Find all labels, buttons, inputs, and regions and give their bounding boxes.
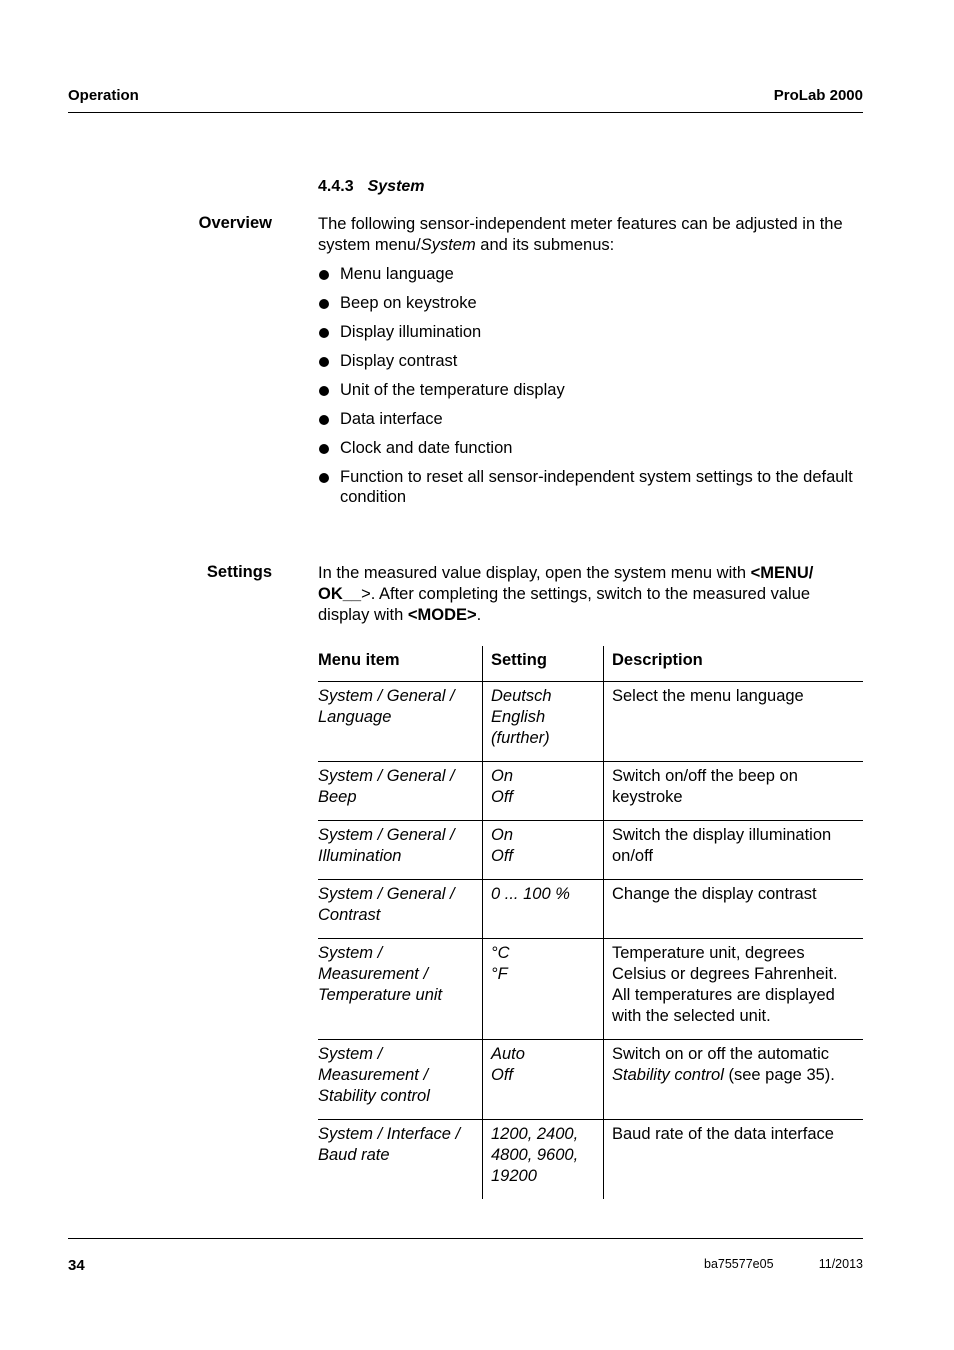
menu-item-cell: System / General / Contrast [318, 880, 483, 939]
setting-cell: 1200, 2400, 4800, 9600, 19200 [483, 1120, 604, 1200]
column-header-menu-item: Menu item [318, 646, 483, 682]
list-item: Menu language [318, 264, 863, 284]
setting-cell: °C °F [483, 939, 604, 1040]
overview-intro-text-end: and its submenus: [475, 236, 615, 254]
overview-intro-menu-term: System [420, 236, 476, 254]
table-row [318, 1120, 863, 1200]
overview-side-label: Overview [198, 214, 272, 232]
list-item: Display illumination [318, 322, 863, 342]
list-item: Data interface [318, 409, 863, 429]
description-cell: Switch on/off the beep on keystroke [604, 762, 864, 821]
section-title: System [367, 178, 425, 195]
bullet-icon [319, 270, 329, 280]
description-cell: Change the display contrast [604, 880, 864, 939]
setting-cell: Deutsch English (further) [483, 682, 604, 762]
system-menu-table [318, 646, 863, 1199]
table-header-row [318, 646, 863, 682]
menu-item-cell: System / General / Language [318, 687, 455, 726]
setting-cell: On Off [483, 821, 604, 880]
bullet-icon [319, 415, 329, 425]
table-row [318, 821, 863, 880]
list-item: Beep on keystroke [318, 293, 863, 313]
bullet-icon [319, 444, 329, 454]
description-cell: Switch the display illumination on/off [604, 821, 864, 880]
menu-item-cell: System / Measurement / Stability control [318, 1040, 483, 1120]
stability-control-term: Stability control [612, 1066, 724, 1084]
section-number: 4.4.3 [318, 178, 354, 195]
overview-intro [318, 214, 863, 256]
settings-intro: In the measured value display, open the system menu with <MENU/ OK__>. After completing the settings, switch to the measured value display with <MODE>. [318, 564, 814, 624]
menu-item-cell: System / Interface / Baud rate [318, 1120, 483, 1200]
bullet-icon [319, 328, 329, 338]
section-heading [318, 178, 425, 196]
table-row [318, 682, 863, 762]
menu-ok-key: <MENU/ OK__ [318, 564, 814, 603]
header-section-title: Operation [68, 87, 139, 104]
bullet-icon [319, 473, 329, 483]
menu-item-cell: System / General / Illumination [318, 821, 483, 880]
bullet-icon [319, 386, 329, 396]
table-row [318, 762, 863, 821]
bullet-icon [319, 299, 329, 309]
setting-cell: On Off [483, 762, 604, 821]
description-cell: Temperature unit, degrees Celsius or degrees Fahrenheit. All temperatures are displayed with the selected unit. [604, 939, 864, 1040]
document-id: ba75577e05 [704, 1257, 774, 1271]
description-cell: Baud rate of the data interface [604, 1120, 864, 1200]
footer-rule [68, 1238, 863, 1239]
mode-key: <MODE> [407, 606, 477, 624]
overview-intro-text: The following sensor-independent meter features can be adjusted in the system menu/ [318, 215, 843, 254]
menu-item-cell: System / General / Beep [318, 762, 483, 821]
bullet-icon [319, 357, 329, 367]
list-item: Display contrast [318, 351, 863, 371]
column-header-setting: Setting [483, 646, 604, 682]
menu-item-cell: System / Measurement / Temperature unit [318, 939, 483, 1040]
feature-list [318, 264, 863, 507]
table-row [318, 939, 863, 1040]
list-item: Function to reset all sensor-independent system settings to the default condition [318, 467, 863, 507]
page-number: 34 [68, 1257, 85, 1274]
table-row [318, 1040, 863, 1120]
header-product-name: ProLab 2000 [773, 87, 863, 104]
settings-side-label: Settings [206, 563, 272, 581]
list-item: Unit of the temperature display [318, 380, 863, 400]
setting-cell: 0 ... 100 % [483, 880, 604, 939]
table-row [318, 880, 863, 939]
list-item: Clock and date function [318, 438, 863, 458]
setting-cell: Auto Off [483, 1040, 604, 1120]
document-date: 11/2013 [818, 1257, 863, 1271]
header-rule [68, 112, 863, 113]
description-cell: Switch on or off the automatic Stability control (see page 35). [604, 1040, 864, 1120]
column-header-description: Description [604, 646, 864, 682]
description-cell: Select the menu language [604, 682, 864, 762]
